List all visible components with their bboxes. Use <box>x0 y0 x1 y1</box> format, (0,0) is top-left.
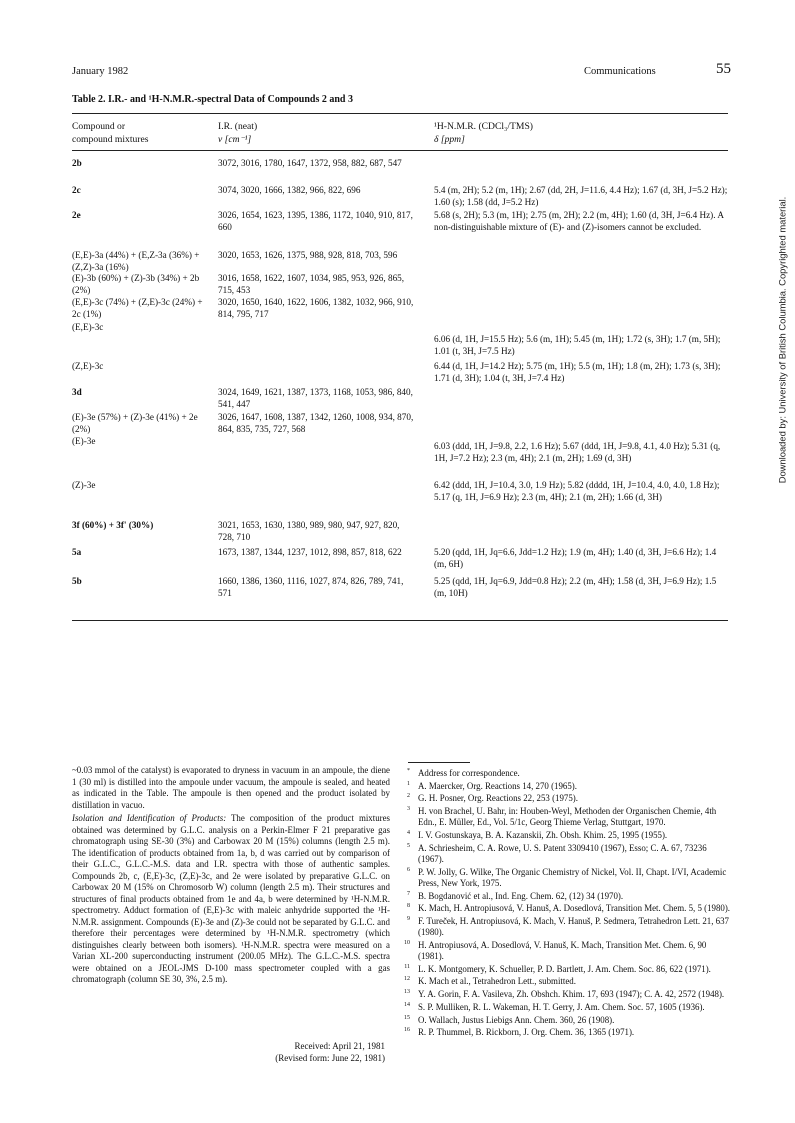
table-header-compound-line1: Compound or <box>72 121 126 132</box>
revised-date: (Revised form: June 22, 1981) <box>275 1053 385 1063</box>
reference-text: Address for correspondence. <box>418 768 520 778</box>
reference-item <box>398 867 730 889</box>
table-bottom-rule <box>72 620 728 621</box>
reference-text: B. Bogdanović et al., Ind. Eng. Chem. 62, (12) 34 (1970). <box>418 890 624 901</box>
table-cell-compound: (E)-3e (57%) + (Z)-3e (41%) + 2e (2%) <box>72 412 198 434</box>
table-cell-compound: 5b <box>72 576 82 586</box>
reference-item <box>398 768 730 779</box>
reference-item <box>398 781 730 792</box>
reference-text: A. Maercker, Org. Reactions 14, 270 (1965). <box>418 780 577 791</box>
reference-mark: 14 <box>404 1001 410 1008</box>
reference-mark: 16 <box>404 1027 410 1034</box>
reference-mark: 11 <box>404 963 410 970</box>
table-cell-nmr: 6.06 (d, 1H, J=15.5 Hz); 5.6 (m, 1H); 5.45 (m, 1H); 1.72 (s, 3H); 1.7 (m, 5H); 1.01 (t, 3H, J=7.5 Hz) <box>434 334 721 356</box>
table-cell-compound: (E,E)-3c (74%) + (Z,E)-3c (24%) + 2c (1%) <box>72 297 203 319</box>
reference-item <box>398 1027 730 1038</box>
paragraph-heading: Isolation and Identification of Products: <box>72 813 227 823</box>
table-caption: Table 2. I.R.- and ¹H-N.M.R.-spectral Data of Compounds 2 and 3 <box>72 94 353 105</box>
running-header-date: January 1982 <box>72 66 129 77</box>
reference-list <box>398 768 730 1040</box>
table-cell-nmr: 6.42 (ddd, 1H, J=10.4, 3.0, 1.9 Hz); 5.82 (dddd, 1H, J=10.4, 4.0, 4.0, 1.8 Hz); 5.17 (q, 1H, J=6.9 Hz); 2.3 (m, 4H); 2.1 (m, 2H); 1.66 (d, 3H) <box>434 480 720 502</box>
table-header-nmr-line1: ¹H-N.M.R. (CDCl₃/TMS) <box>434 121 533 132</box>
table-cell-ir: 3020, 1653, 1626, 1375, 988, 928, 818, 703, 596 <box>218 250 398 260</box>
reference-text: F. Tureček, H. Antropiusová, K. Mach, V. Hanuš, P. Sedmera, Tetrahedron Lett. 21, 637 (1980). <box>418 915 729 938</box>
table-cell-nmr: 6.03 (ddd, 1H, J=9.8, 2.2, 1.6 Hz); 5.67 (ddd, 1H, J=9.8, 4.1, 4.0 Hz); 5.31 (q, 1H, J=7.2 Hz); 2.3 (m, 4H); 2.1 (m, 2H); 1.69 (d, 3H) <box>434 441 721 463</box>
reference-item <box>398 830 730 841</box>
reference-text: I. V. Gostunskaya, B. A. Kazanskii, Zh. Obsh. Khim. 25, 1995 (1955). <box>418 830 668 841</box>
table-cell-compound: 5a <box>72 547 82 557</box>
table-header-nmr-line2: δ [ppm] <box>434 134 465 145</box>
reference-mark: 10 <box>404 939 410 946</box>
table-cell-nmr: 5.25 (qdd, 1H, Jq=6.9, Jdd=0.8 Hz); 2.2 (m, 4H); 1.58 (d, 3H, J=6.9 Hz); 1.5 (m, 10H) <box>434 576 717 598</box>
reference-mark: 7 <box>407 890 410 897</box>
reference-text: L. K. Montgomery, K. Schueller, P. D. Bartlett, J. Am. Chem. Soc. 86, 622 (1971). <box>418 963 711 974</box>
paragraph-text: The composition of the product mixtures obtained was determined by G.L.C. analysis on a Perkin-Elmer F 21 preparative gas chromatograph using SE-30 (3%) and Carbowax 20 M (15%) columns (length 2.5 m). The identification of products obtained from 1a, b, d was carried out by comparison of their G.L.C., G.L.C.-M.S. data and I.R. spectra with those of authentic samples. Compounds 2b, c, (E,E)-3c, (Z,E)-3c, and 2e were isolated by preparative G.L.C. on Carbowax 20 M (15% on Chromosorb W) column (length 2.5 m). Their structures and structures of final products obtained from 1e and 4a, b were determined by ¹H-N.M.R. spectrometry. Adduct formation of (E,E)-3c with maleic anhydride supported the ¹H-N.M.R. assignment. Compounds (E)-3e and (Z)-3e could not be separated by G.L.C. and therefore their percentages were determined by ¹H-N.M.R. spectrometry (which distinguishes clearly between both isomers). ¹H-N.M.R. spectra were measured on a Varian XL-200 superconducting instrument (200.05 MHz). The G.L.C.-M.S. spectra were obtained on a JEOL-JMS D-100 mass spectrometer coupled with a gas chromatograph (column SE 30, 3%, 2.5 m). <box>72 813 390 984</box>
download-watermark: Downloaded by: University of British Columbia. Copyrighted material. <box>776 196 788 484</box>
reference-mark: 5 <box>407 842 410 849</box>
table-cell-compound: (Z,E)-3c <box>72 361 104 371</box>
table-cell-compound: (E,E)-3a (44%) + (E,Z-3a (36%) + (Z,Z)-3a (16%) <box>72 250 200 272</box>
reference-mark: 8 <box>407 903 410 910</box>
table-cell-compound: (E)-3b (60%) + (Z)-3b (34%) + 2b (2%) <box>72 273 200 295</box>
reference-item <box>398 940 730 962</box>
reference-mark: 4 <box>407 830 410 837</box>
reference-mark: 12 <box>404 976 410 983</box>
table-cell-ir: 1660, 1386, 1360, 1116, 1027, 874, 826, 789, 741, 571 <box>218 576 404 598</box>
paragraph <box>72 813 390 986</box>
paragraph: ~0.03 mmol of the catalyst) is evaporated to dryness in vacuum in an ampoule, the diene 1 (30 ml) is distilled into the ampoule under vacuum, the ampoule is sealed, and heated as indicated in the Table. The ampoule is then opened and the product isolated by distillation in vacuo. <box>72 765 390 810</box>
received-date: Received: April 21, 1981 <box>294 1041 385 1051</box>
page-number: 55 <box>716 61 731 77</box>
reference-mark: 1 <box>407 780 410 787</box>
references-rule <box>408 762 470 763</box>
reference-text: S. P. Mulliken, R. L. Wakeman, H. T. Gerry, J. Am. Chem. Soc. 57, 1605 (1936). <box>418 1001 705 1012</box>
table-cell-ir: 3074, 3020, 1666, 1382, 966, 822, 696 <box>218 185 361 195</box>
table-cell-ir: 3026, 1654, 1623, 1395, 1386, 1172, 1040, 910, 817, 660 <box>218 210 413 232</box>
reference-item <box>398 891 730 902</box>
reference-mark: 2 <box>407 793 410 800</box>
reference-mark: 15 <box>404 1014 410 1021</box>
table-header-ir-line2: ν [cm⁻¹] <box>218 134 252 145</box>
reference-item <box>398 1015 730 1026</box>
table-cell-nmr: 6.44 (d, 1H, J=14.2 Hz); 5.75 (m, 1H); 5.5 (m, 1H); 1.8 (m, 2H); 1.73 (s, 3H); 1.71 (d, 3H); 1.04 (t, 3H, J=7.4 Hz) <box>434 361 721 383</box>
reference-mark: * <box>407 768 410 774</box>
reference-item <box>398 1002 730 1013</box>
reference-item <box>398 843 730 865</box>
table-cell-ir: 3026, 1647, 1608, 1387, 1342, 1260, 1008, 934, 870, 864, 835, 735, 727, 568 <box>218 412 414 434</box>
reference-item <box>398 976 730 987</box>
table-cell-compound: (E)-3e <box>72 436 96 446</box>
table-cell-compound: 2e <box>72 210 81 220</box>
table-cell-compound: 3f (60%) + 3f' (30%) <box>72 520 154 530</box>
reference-item <box>398 916 730 938</box>
reference-text: O. Wallach, Justus Liebigs Ann. Chem. 360, 26 (1908). <box>418 1014 615 1025</box>
table-cell-ir: 3024, 1649, 1621, 1387, 1373, 1168, 1053, 986, 840, 541, 447 <box>218 387 413 409</box>
table-cell-ir: 3021, 1653, 1630, 1380, 989, 980, 947, 927, 820, 728, 710 <box>218 520 400 542</box>
table-cell-compound: 2b <box>72 158 82 168</box>
table-header-rule <box>72 150 728 151</box>
reference-text: K. Mach, H. Antropiusová, V. Hanuš, A. Dosedlová, Transition Met. Chem. 5, 5 (1980). <box>418 903 731 914</box>
table-cell-nmr: 5.68 (s, 2H); 5.3 (m, 1H); 2.75 (m, 2H); 2.2 (m, 4H); 1.60 (d, 3H, J=6.4 Hz). A non-distinguishable mixture of (E)- and (Z)-isomers cannot be excluded. <box>434 210 724 232</box>
reference-text: G. H. Posner, Org. Reactions 22, 253 (1975). <box>418 793 578 804</box>
table-cell-compound: (E,E)-3c <box>72 322 104 332</box>
reference-text: H. von Brachel, U. Bahr, in: Houben-Weyl, Methoden der Organischen Chemie, 4th Edn., E. Müller, Ed., Vol. 5/1c, Georg Thieme Verlag, Stuttgart, 1970. <box>418 806 717 828</box>
reference-item <box>398 964 730 975</box>
reference-item <box>398 989 730 1000</box>
table-cell-ir: 3020, 1650, 1640, 1622, 1606, 1382, 1032, 966, 910, 814, 795, 717 <box>218 297 414 319</box>
reference-text: K. Mach et al., Tetrahedron Lett., submitted. <box>418 976 576 987</box>
running-header-section: Communications <box>584 66 656 77</box>
reference-text: A. Schriesheim, C. A. Rowe, U. S. Patent 3309410 (1967), Esso; C. A. 67, 73236 (1967). <box>418 842 707 864</box>
table-cell-compound: (Z)-3e <box>72 480 96 490</box>
received-dates <box>208 1040 385 1064</box>
reference-item <box>398 793 730 804</box>
reference-mark: 13 <box>404 989 410 996</box>
reference-text: R. P. Thummel, B. Rickborn, J. Org. Chem. 36, 1365 (1971). <box>418 1027 635 1038</box>
reference-text: H. Antropiusová, A. Dosedlová, V. Hanuš, K. Mach, Transition Met. Chem. 6, 90 (1981). <box>418 939 707 962</box>
table-cell-nmr: 5.20 (qdd, 1H, Jq=6.6, Jdd=1.2 Hz); 1.9 (m, 4H); 1.40 (d, 3H, J=6.6 Hz); 1.4 (m, 6H) <box>434 547 717 569</box>
reference-mark: 6 <box>407 866 410 873</box>
reference-text: P. W. Jolly, G. Wilke, The Organic Chemistry of Nickel, Vol. II, Chapt. I/VI, Academic Press, New York, 1975. <box>418 866 727 888</box>
table-cell-ir: 3072, 3016, 1780, 1647, 1372, 958, 882, 687, 547 <box>218 158 402 168</box>
table-header-compound <box>72 120 148 146</box>
experimental-text <box>72 765 390 988</box>
table-header-nmr <box>434 120 533 146</box>
table-header-ir <box>218 120 257 146</box>
table-cell-compound: 3d <box>72 387 82 397</box>
reference-mark: 3 <box>407 806 410 813</box>
table-cell-compound: 2c <box>72 185 81 195</box>
table-header-compound-line2: compound mixtures <box>72 134 149 145</box>
table-header-ir-line1: I.R. (neat) <box>218 121 258 132</box>
table-cell-ir: 3016, 1658, 1622, 1607, 1034, 985, 953, 926, 865, 715, 453 <box>218 273 405 295</box>
table-cell-ir: 1673, 1387, 1344, 1237, 1012, 898, 857, 818, 622 <box>218 547 402 557</box>
reference-text: Y. A. Gorin, F. A. Vasileva, Zh. Obshch. Khim. 17, 693 (1947); C. A. 42, 2572 (1948). <box>418 989 725 1000</box>
reference-item <box>398 806 730 828</box>
reference-mark: 9 <box>407 915 410 922</box>
table-top-rule <box>72 113 728 114</box>
reference-item <box>398 903 730 914</box>
table-cell-nmr: 5.4 (m, 2H); 5.2 (m, 1H); 2.67 (dd, 2H, J=11.6, 4.4 Hz); 1.67 (d, 3H, J=5.2 Hz); 1.60 (s); 1.58 (dd, J=5.2 Hz) <box>434 185 728 207</box>
